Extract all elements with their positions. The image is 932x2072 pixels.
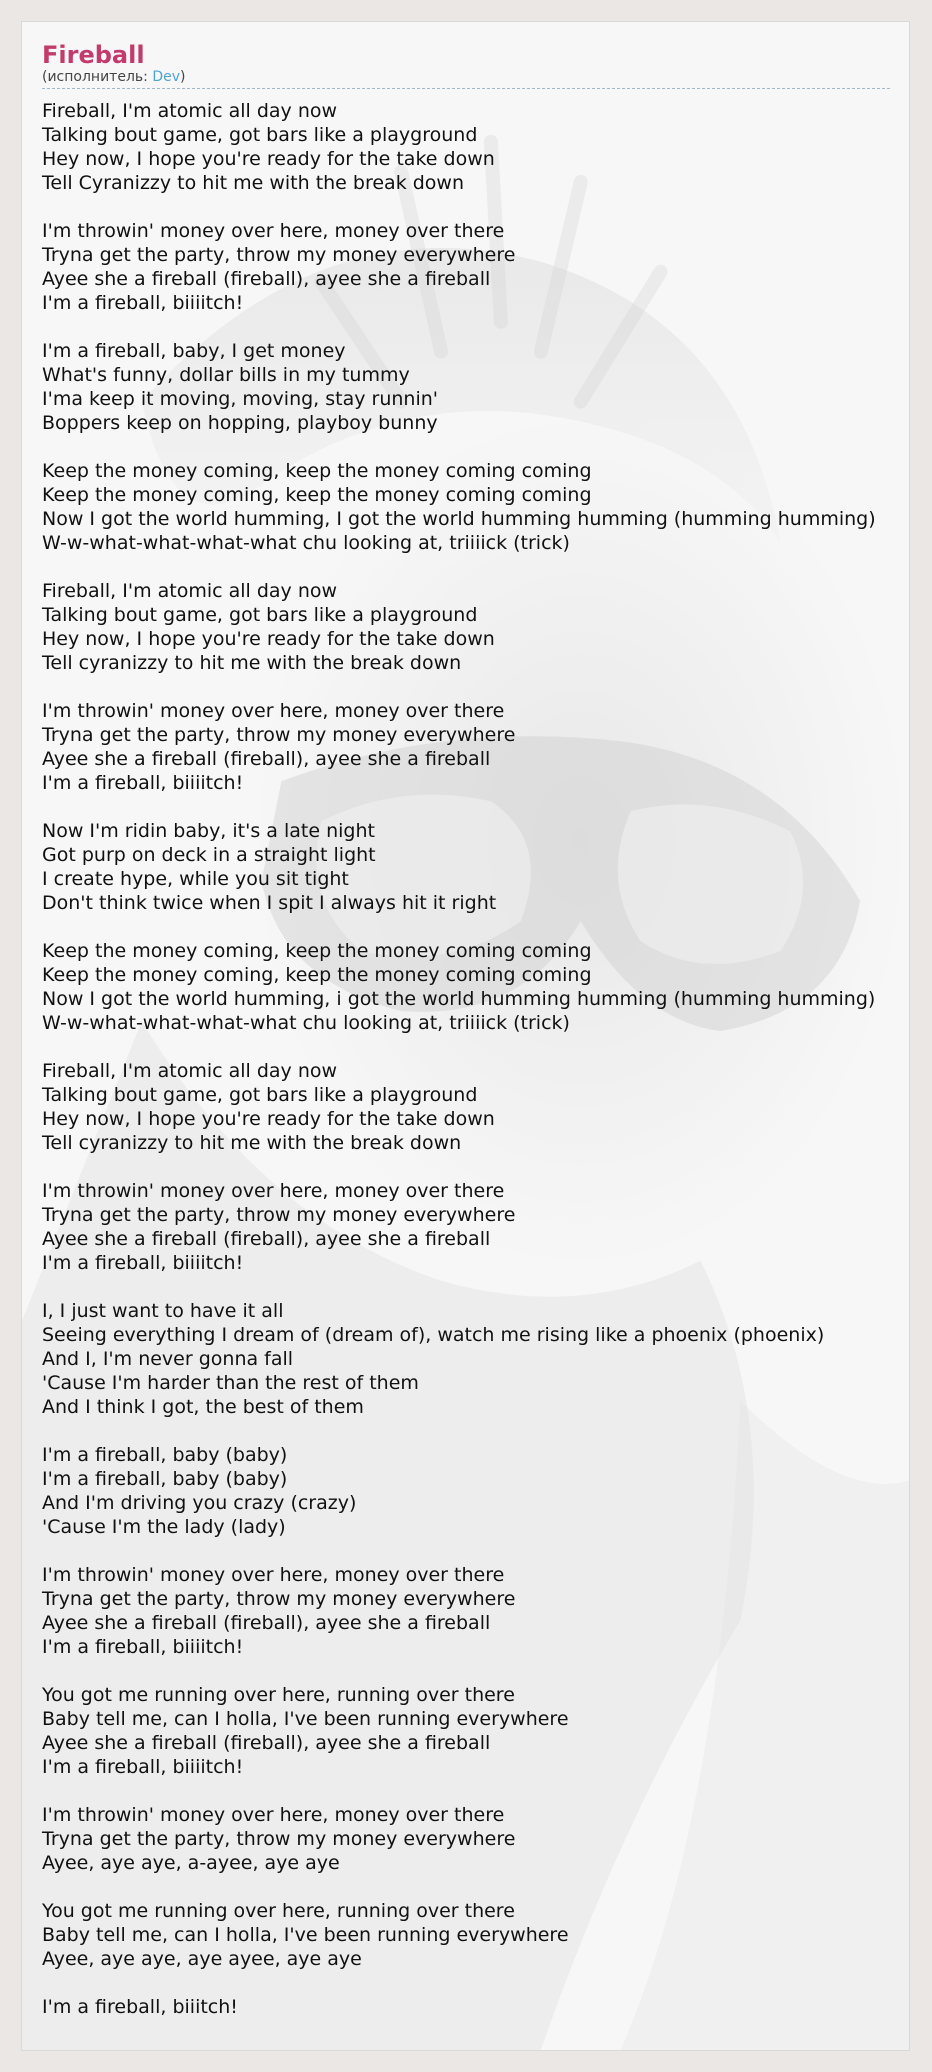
lyric-line: Ayee, aye aye, aye ayee, aye aye	[42, 1948, 362, 1970]
lyric-line: Tell cyranizzy to hit me with the break down	[42, 652, 462, 674]
lyric-line: Fireball, I'm atomic all day now	[42, 1060, 338, 1082]
stanza	[42, 1299, 909, 1419]
lyric-line: Ayee she a fireball (fireball), ayee she a fireball	[42, 1228, 491, 1250]
lyric-line: I'm a fireball, baby (baby)	[42, 1444, 288, 1466]
lyric-line: Hey now, I hope you're ready for the take down	[42, 1108, 495, 1130]
lyric-line: Talking bout game, got bars like a playground	[42, 1084, 478, 1106]
lyric-line: 'Cause I'm harder than the rest of them	[42, 1372, 419, 1394]
lyric-line: You got me running over here, running over there	[42, 1900, 515, 1922]
lyric-line: Talking bout game, got bars like a playground	[42, 124, 478, 146]
stanza	[42, 1899, 909, 1971]
lyric-line: Tryna get the party, throw my money everywhere	[42, 1828, 516, 1850]
lyric-line: And I'm driving you crazy (crazy)	[42, 1492, 357, 1514]
artist-suffix: )	[180, 69, 186, 85]
lyric-line: Tryna get the party, throw my money everywhere	[42, 1588, 516, 1610]
stanza	[42, 699, 909, 795]
lyric-line: I'm a fireball, biiiitch!	[42, 772, 244, 794]
lyric-line: Seeing everything I dream of (dream of), watch me rising like a phoenix (phoenix)	[42, 1324, 825, 1346]
lyric-line: Don't think twice when I spit I always hit it right	[42, 892, 497, 914]
lyric-line: I'ma keep it moving, moving, stay runnin'	[42, 388, 439, 410]
lyric-line: Baby tell me, can I holla, I've been running everywhere	[42, 1708, 569, 1730]
stanza	[42, 1059, 909, 1155]
lyrics-body	[42, 99, 909, 2019]
stanza	[42, 339, 909, 435]
lyric-line: Ayee she a fireball (fireball), ayee she a fireball	[42, 1612, 491, 1634]
lyric-line: Now I got the world humming, I got the world humming humming (humming humming)	[42, 508, 876, 530]
lyric-line: I'm throwin' money over here, money over there	[42, 220, 505, 242]
lyric-line: Tryna get the party, throw my money everywhere	[42, 1204, 516, 1226]
lyric-line: Ayee she a fireball (fireball), ayee she a fireball	[42, 268, 491, 290]
lyric-line: Ayee she a fireball (fireball), ayee she a fireball	[42, 1732, 491, 1754]
song-title: Fireball	[42, 41, 145, 69]
lyric-line: And I think I got, the best of them	[42, 1396, 364, 1418]
lyric-line: I'm throwin' money over here, money over there	[42, 1564, 505, 1586]
lyric-line: Hey now, I hope you're ready for the take down	[42, 148, 495, 170]
lyric-line: Keep the money coming, keep the money coming coming	[42, 964, 592, 986]
lyric-line: I'm a fireball, biiiitch!	[42, 292, 244, 314]
lyric-line: I create hype, while you sit tight	[42, 868, 349, 890]
lyric-line: I'm a fireball, biiiitch!	[42, 1636, 244, 1658]
lyric-line: I'm throwin' money over here, money over there	[42, 1180, 505, 1202]
lyric-line: Talking bout game, got bars like a playground	[42, 604, 478, 626]
artist-prefix: (исполнитель:	[42, 69, 153, 85]
lyric-line: Tell cyranizzy to hit me with the break down	[42, 1132, 462, 1154]
artist-line	[42, 69, 890, 89]
lyric-line: Got purp on deck in a straight light	[42, 844, 376, 866]
lyric-line: Tell Cyranizzy to hit me with the break down	[42, 172, 465, 194]
lyric-line: I'm throwin' money over here, money over there	[42, 1804, 505, 1826]
stanza	[42, 1179, 909, 1275]
stanza	[42, 939, 909, 1035]
lyric-line: I'm a fireball, biiiitch!	[42, 1252, 244, 1274]
lyric-line: I'm a fireball, biiiitch!	[42, 1756, 244, 1778]
lyric-line: Tryna get the party, throw my money everywhere	[42, 724, 516, 746]
lyric-line: W-w-what-what-what-what chu looking at, triiiick (trick)	[42, 532, 570, 554]
lyric-line: Keep the money coming, keep the money coming coming	[42, 940, 592, 962]
lyric-line: Ayee she a fireball (fireball), ayee she a fireball	[42, 748, 491, 770]
lyric-line: Keep the money coming, keep the money coming coming	[42, 460, 592, 482]
lyric-line: Fireball, I'm atomic all day now	[42, 100, 338, 122]
lyric-line: 'Cause I'm the lady (lady)	[42, 1516, 286, 1538]
lyric-line: Fireball, I'm atomic all day now	[42, 580, 338, 602]
lyric-line: Tryna get the party, throw my money everywhere	[42, 244, 516, 266]
lyric-line: I'm a fireball, baby (baby)	[42, 1468, 288, 1490]
lyric-line: Boppers keep on hopping, playboy bunny	[42, 412, 438, 434]
lyric-line: Keep the money coming, keep the money coming coming	[42, 484, 592, 506]
stanza	[42, 1443, 909, 1539]
stanza	[42, 1683, 909, 1779]
lyrics-card	[21, 21, 910, 2051]
lyric-line: I'm throwin' money over here, money over there	[42, 700, 505, 722]
stanza	[42, 99, 909, 195]
lyric-line: And I, I'm never gonna fall	[42, 1348, 294, 1370]
lyric-line: Baby tell me, can I holla, I've been running everywhere	[42, 1924, 569, 1946]
lyric-line: I'm a fireball, biiitch!	[42, 1996, 238, 2018]
stanza	[42, 819, 909, 915]
lyric-line: I, I just want to have it all	[42, 1300, 284, 1322]
lyric-line: What's funny, dollar bills in my tummy	[42, 364, 410, 386]
stanza	[42, 579, 909, 675]
lyrics-content	[22, 22, 909, 2019]
lyric-line: W-w-what-what-what-what chu looking at, triiiick (trick)	[42, 1012, 570, 1034]
stanza	[42, 459, 909, 555]
lyric-line: Now I'm ridin baby, it's a late night	[42, 820, 375, 842]
lyric-line: I'm a fireball, baby, I get money	[42, 340, 346, 362]
lyric-line: Now I got the world humming, i got the world humming humming (humming humming)	[42, 988, 876, 1010]
artist-link[interactable]: Dev	[152, 69, 180, 85]
stanza	[42, 1995, 909, 2019]
lyric-line: You got me running over here, running over there	[42, 1684, 515, 1706]
stanza	[42, 1563, 909, 1659]
lyric-line: Ayee, aye aye, a-ayee, aye aye	[42, 1852, 340, 1874]
stanza	[42, 219, 909, 315]
lyric-line: Hey now, I hope you're ready for the take down	[42, 628, 495, 650]
stanza	[42, 1803, 909, 1875]
